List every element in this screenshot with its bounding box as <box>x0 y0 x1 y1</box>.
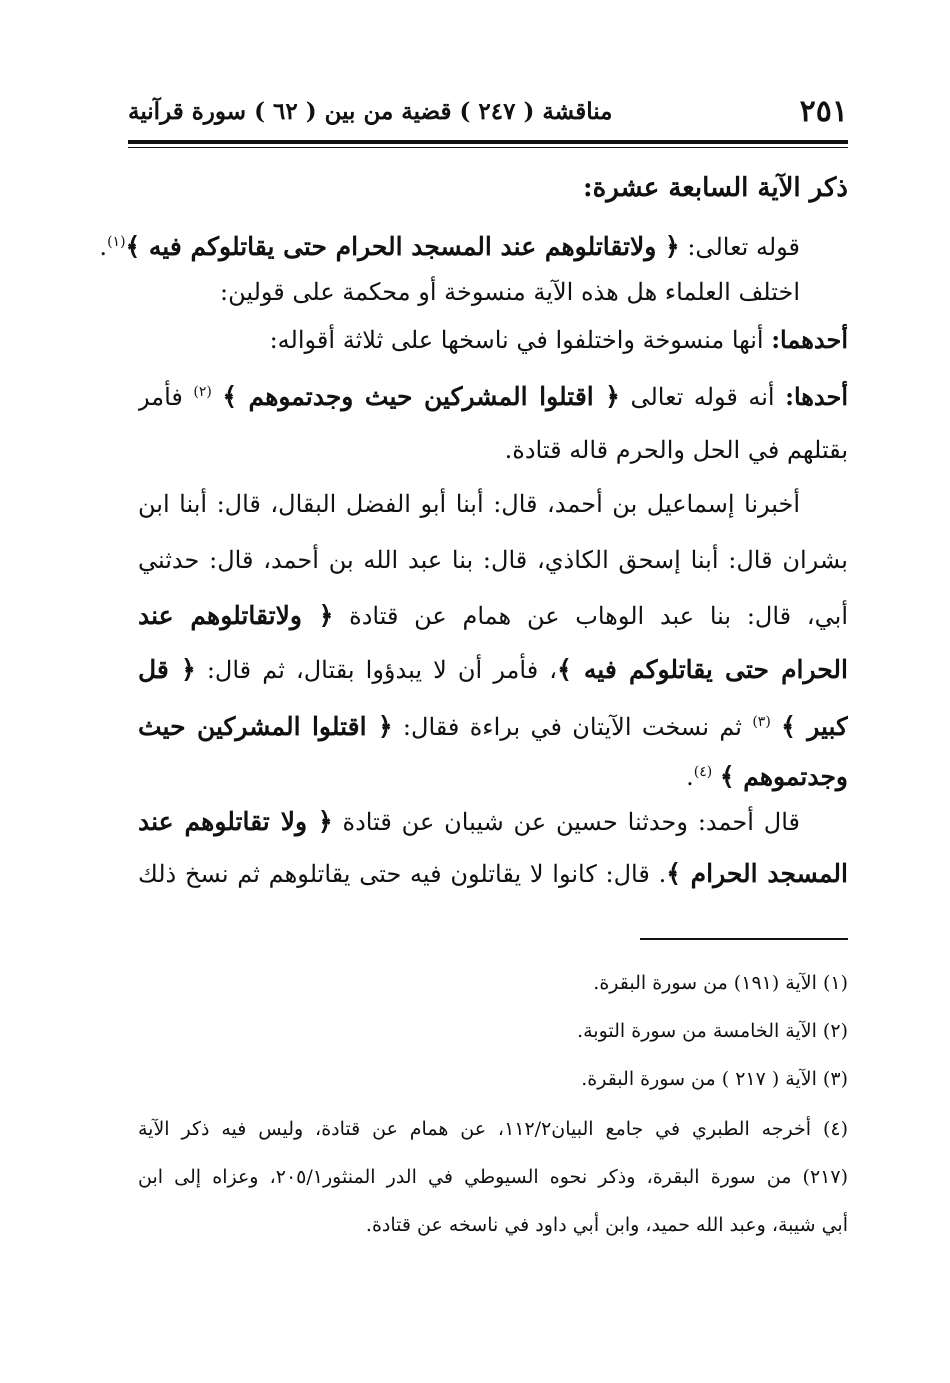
header-rule-thick <box>128 140 848 144</box>
text-span: . قال: كانوا لا يقاتلون فيه حتى يقاتلوهم ثم نسخ ذلك <box>138 860 667 888</box>
footnote-3: (٣) الآية ( ٢١٧ ) من سورة البقرة. <box>581 1068 848 1090</box>
quran-quote: وجدتموهم ﴾ <box>719 762 848 791</box>
text-line <box>138 702 848 742</box>
text-line <box>138 854 848 894</box>
running-title: مناقشة ( ٢٤٧ ) قضية من بين ( ٦٢ ) سورة قرآنية <box>128 98 613 125</box>
text-span: ، فأمر أن لا يبدؤوا بقتال، ثم قال: <box>195 656 558 684</box>
quran-quote: ﴿ قل <box>138 655 196 684</box>
text-span: . <box>99 233 108 261</box>
text-line <box>138 372 848 412</box>
footnote-4-line-2: (٢١٧) من سورة البقرة، وذكر نحوه السيوطي في الدر المنثور٢٠٥/١، وعزاه إلى ابن <box>138 1166 848 1188</box>
footnote-ref: (٣) <box>752 714 771 730</box>
footnote-ref: (٢) <box>193 384 212 400</box>
text-line <box>138 596 848 636</box>
text-line <box>99 222 800 262</box>
quran-quote: ﴿ ولا تقاتلوهم عند <box>138 807 333 836</box>
text-span: أنها منسوخة واختلفوا في ناسخها على ثلاثة أقواله: <box>269 326 772 354</box>
text-line <box>686 752 848 792</box>
text-line: بقتلهم في الحل والحرم قاله قتادة. <box>504 436 848 464</box>
quran-quote: ﴿ ولاتقاتلوهم عند <box>138 601 334 630</box>
text-line <box>138 650 848 690</box>
text-span: ثم نسخت الآيتان في براءة فقال: <box>392 713 753 741</box>
footnote-ref: (٤) <box>693 764 713 780</box>
text-line <box>270 320 848 360</box>
text-span: أنه قوله تعالى <box>619 383 786 411</box>
text-line: بشران قال: أبنا إسحق الكاذي، قال: بنا عبد الله بن أحمد، قال: حدثني <box>138 546 848 574</box>
text-span: فأمر <box>138 383 194 411</box>
header-rule-thin <box>128 147 848 148</box>
page-number: ٢٥١ <box>799 94 848 129</box>
text-line: أخبرنا إسماعيل بن أحمد، قال: أبنا أبو الفضل البقال، قال: أبنا ابن <box>138 490 800 518</box>
quran-quote: كبير ﴾ <box>781 712 848 741</box>
quran-quote: الحرام حتى يقاتلوكم فيه ﴾ <box>557 655 848 684</box>
text-span: أبي، قال: بنا عبد الوهاب عن همام عن قتادة <box>333 602 848 630</box>
quran-quote: ﴿ ولاتقاتلوهم عند المسجد الحرام حتى يقاتلوكم فيه ﴾ <box>125 232 680 261</box>
text-span: قوله تعالى: <box>679 233 800 261</box>
quran-quote: ﴿ اقتلوا المشركين حيث وجدتموهم ﴾ <box>222 382 620 411</box>
footnote-1: (١) الآية (١٩١) من سورة البقرة. <box>593 972 848 994</box>
footnote-4-line-3: أبي شيبة، وعبد الله حميد، وابن أبي داود في ناسخه عن قتادة. <box>365 1214 848 1236</box>
footnote-2: (٢) الآية الخامسة من سورة التوبة. <box>577 1020 848 1042</box>
text-line: اختلف العلماء هل هذه الآية منسوخة أو محكمة على قولين: <box>220 278 800 306</box>
page-header <box>128 88 848 140</box>
footnote-ref: (١) <box>107 234 126 250</box>
bold-label: أحدهما: <box>771 325 848 354</box>
section-heading: ذكر الآية السابعة عشرة: <box>583 173 848 203</box>
text-line <box>138 802 800 842</box>
text-span: قال أحمد: وحدثنا حسين عن شيبان عن قتادة <box>332 808 800 836</box>
footnote-4-line-1: (٤) أخرجه الطبري في جامع البيان١١٢/٢، عن همام عن قتادة، وليس فيه ذكر الآية <box>138 1118 848 1140</box>
quran-quote: ﴿ اقتلوا المشركين حيث <box>138 712 393 741</box>
quran-quote: المسجد الحرام ﴾ <box>666 859 848 888</box>
footnote-separator <box>640 938 848 940</box>
bold-label: أحدها: <box>785 382 848 411</box>
text-span: . <box>686 763 694 791</box>
